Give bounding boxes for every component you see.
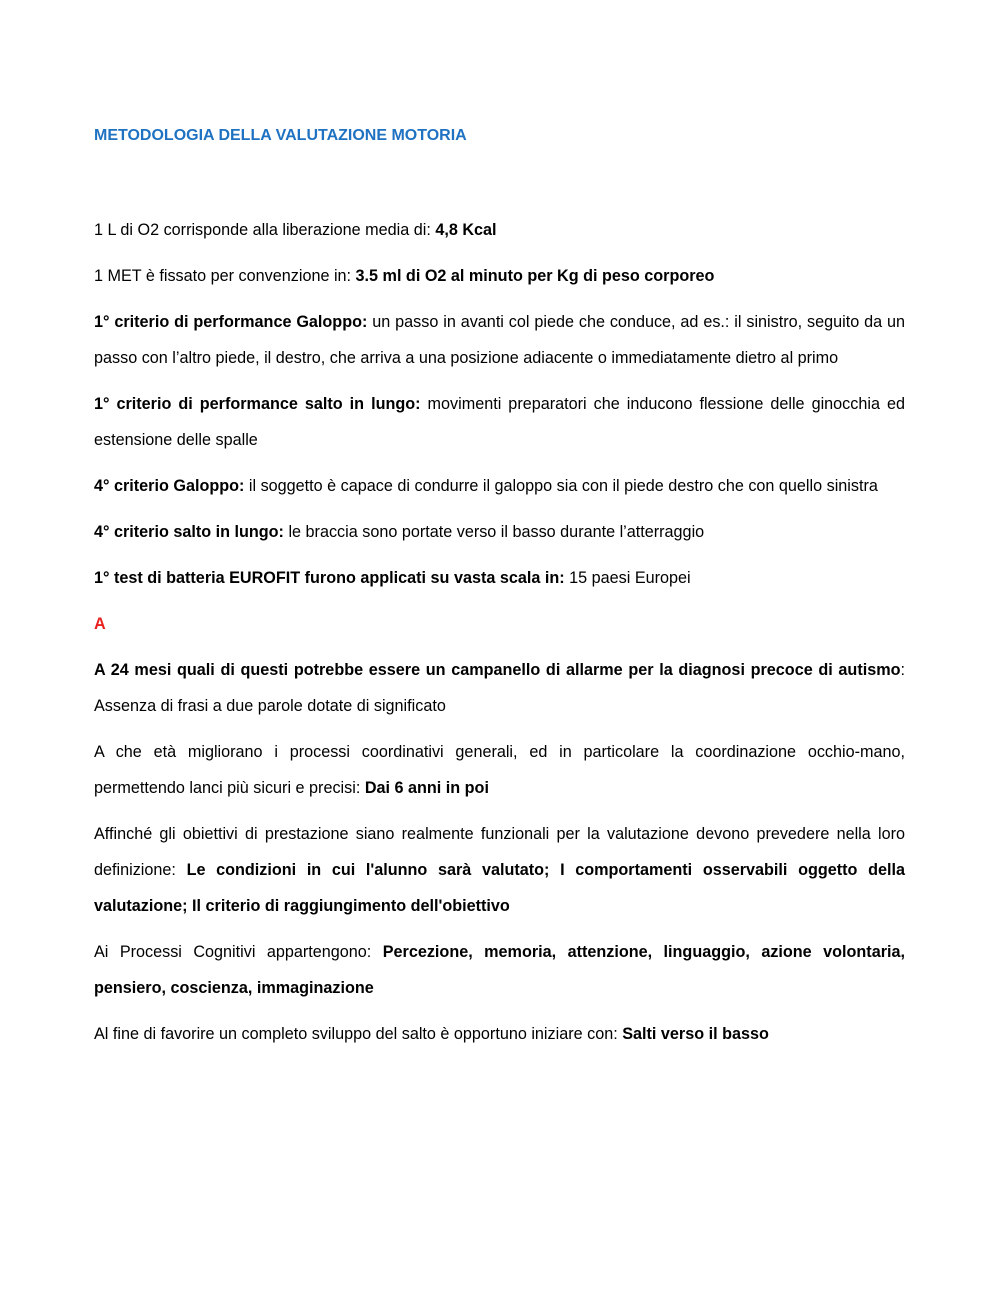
entry-answer: Le condizioni in cui l'alunno sarà valutato; I comportamenti osservabili oggetto della valutazione; Il criterio di raggiungimento dell'obiettivo [94,861,905,915]
entry-criterio-4-salto [94,514,905,550]
entry-question: 1 L di O2 corrisponde alla liberazione media di: [94,221,436,239]
entry-answer: le braccia sono portate verso il basso durante l’atterraggio [283,523,705,541]
entry-criterio-1-salto [94,386,905,458]
entry-answer: 3.5 ml di O2 al minuto per Kg di peso corporeo [355,267,715,285]
entry-met [94,258,905,294]
entry-question: Affinché gli obiettivi di prestazione siano realmente funzionali per la valutazione devono prevedere nella loro definizione: [94,825,905,879]
entry-answer: Salti verso il basso [622,1025,769,1043]
entry-answer: : Assenza di frasi a due parole dotate di significato [94,661,905,715]
entry-question: 1° criterio di performance salto in lungo: [94,395,421,413]
entry-question: 4° criterio Galoppo: [94,477,245,495]
entry-autismo [94,652,905,724]
entry-answer: un passo in avanti col piede che conduce, ad es.: il sinistro, seguito da un passo con l’altro piede, il destro, che arriva a una posizione adiacente o immediatamente dietro al primo [94,313,905,367]
entry-question: A 24 mesi quali di questi potrebbe essere un campanello di allarme per la diagnosi precoce di autismo [94,661,901,679]
entry-eurofit [94,560,905,596]
entry-question: 1° test di batteria EUROFIT furono applicati su vasta scala in: [94,569,565,587]
entry-criterio-4-galoppo [94,468,905,504]
entry-o2-kcal [94,212,905,248]
entry-answer: Dai 6 anni in poi [364,779,489,797]
entry-question: 1° criterio di performance Galoppo: [94,313,368,331]
entry-answer: 4,8 Kcal [435,221,497,239]
entry-question: A che età migliorano i processi coordinativi generali, ed in particolare la coordinazione occhio-mano, permettendo lanci più sicuri e precisi: [94,743,905,797]
document-title: METODOLOGIA DELLA VALUTAZIONE MOTORIA [94,127,467,144]
entry-processi-cognitivi [94,934,905,1006]
entry-answer: il soggetto è capace di condurre il galoppo sia con il piede destro che con quello sinistra [244,477,878,495]
entries-list [94,212,905,1062]
entry-answer: Percezione, memoria, attenzione, linguaggio, azione volontaria, pensiero, coscienza, immaginazione [94,943,905,997]
entry-coordinazione [94,734,905,806]
entry-question: 1 MET è fissato per convenzione in: [94,267,356,285]
entry-question: Ai Processi Cognitivi appartengono: [94,943,383,961]
entry-question: 4° criterio salto in lungo: [94,523,284,541]
entry-salto [94,1016,905,1052]
entry-answer: 15 paesi Europei [564,569,691,587]
section-letter: A [94,615,106,633]
entry-answer: movimenti preparatori che inducono flessione delle ginocchia ed estensione delle spalle [94,395,905,449]
entry-criterio-1-galoppo [94,304,905,376]
entry-obiettivi [94,816,905,924]
entry-question: Al fine di favorire un completo sviluppo del salto è opportuno iniziare con: [94,1025,623,1043]
